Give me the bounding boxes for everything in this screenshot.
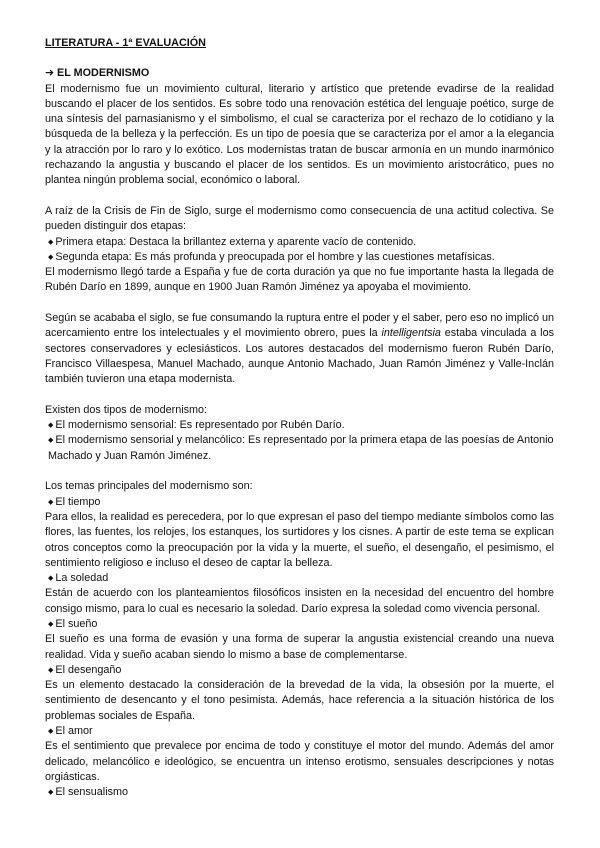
theme-text: El sueño es una forma de evasión y una forma de superar la angustia existencial creando una nueva realidad. Vida y sueño acaban siendo lo mismo a base de complementarse.	[45, 633, 554, 661]
document-title: LITERATURA - 1ª EVALUACIÓN	[45, 37, 206, 49]
bullet-icon: ◆	[48, 437, 54, 445]
theme-text: Para ellos, la realidad es perecedera, por lo que expresan el paso del tiempo mediante símbolos como las flores, las fuentes, los relojes, los estanques, los surtidores y los cisnes. A partir de este tema se explican otros conceptos como la preocupación por la vida y la muerte, el sueño, el desengaño, el pesimismo, el sentimiento religioso e incluso el deseo de captar la belleza.	[45, 510, 554, 569]
theme-title	[45, 617, 554, 632]
theme-title	[45, 571, 554, 586]
bullet-icon: ◆	[48, 789, 54, 797]
paragraph-spain: El modernismo llegó tarde a España y fue de corta duración ya que no fue importante hasta la llegada de Rubén Darío en 1899, aunque en 1900 Juan Ramón Jiménez ya apoyaba el movimiento.	[45, 266, 554, 294]
bullet-icon: ◆	[48, 498, 54, 506]
theme-title-text: El sensualismo	[55, 786, 129, 799]
section-heading-text: EL MODERNISMO	[57, 67, 150, 80]
theme-title	[45, 724, 554, 739]
list-item	[45, 433, 554, 464]
bullet-icon: ◆	[48, 422, 54, 430]
theme-text: Están de acuerdo con los planteamientos filosóficos insisten en la necesidad del encuentro del hombre consigo mismo, para lo cual es necesario la soledad. Darío expresa la soledad como vivencia personal.	[45, 587, 554, 615]
themes-intro: Los temas principales del modernismo son:	[45, 480, 253, 493]
theme-title	[45, 495, 554, 510]
list-item	[45, 235, 554, 250]
bullet-icon: ◆	[48, 728, 54, 736]
theme-title-text: El tiempo	[55, 495, 101, 508]
bullet-icon: ◆	[48, 238, 54, 246]
list-item-text: Primera etapa: Destaca la brillantez externa y aparente vacío de contenido.	[55, 235, 417, 248]
theme-title-text: El amor	[55, 725, 93, 738]
paragraph-authors	[45, 311, 554, 387]
paragraph-origin: A raíz de la Crisis de Fin de Siglo, surge el modernismo como consecuencia de una actitud colectiva. Se pueden distinguir dos etapas:	[45, 204, 554, 233]
list-item-text: El modernismo sensorial y melancólico: Es representado por la primera etapa de las poesías de Antonio Machado y Juan Ramón Jiménez.	[48, 434, 554, 462]
paragraph-authors-text-2: estaba vinculada a los sectores conservadores y eclesiásticos. Los autores destacados del modernismo fueron Rubén Darío, Francisco Villaespesa, Manuel Machado, aunque Antonio Machado, Juan Ramón Jiménez y Valle-Inclán también tuvieron una etapa modernista.	[45, 327, 554, 386]
list-item	[45, 250, 554, 265]
theme-title-text: El desengaño	[55, 663, 122, 676]
bullet-icon: ◆	[48, 253, 54, 261]
bullet-icon: ◆	[48, 666, 54, 674]
theme-title-text: La soledad	[55, 572, 109, 585]
theme-title	[45, 663, 554, 678]
section-heading	[45, 66, 554, 81]
types-intro: Existen dos tipos de modernismo:	[45, 403, 208, 416]
theme-title	[45, 785, 554, 800]
theme-text: Es un elemento destacado la consideración de la brevedad de la vida, la obsesión por la muerte, el sentimiento de desencanto y el tono pesimista. Además, hace referencia a la situación histórica de los problemas sociales de España.	[45, 679, 554, 722]
theme-title-text: El sueño	[55, 617, 98, 630]
arrow-icon: ➜	[45, 67, 55, 80]
bullet-icon: ◆	[48, 620, 54, 628]
paragraph-authors-text-1: Según se acababa el siglo, se fue consumando la ruptura entre el poder y el saber, pero eso no implicó un acercamiento entre los intelectuales y el movimiento obrero, pues la	[45, 312, 554, 340]
paragraph-definition: El modernismo fue un movimiento cultural, literario y artístico que pretende evadirse de la realidad buscando el placer de los sentidos. Es sobre todo una renovación estética del lenguaje poético, surge de una síntesis del parnasianismo y el simbolismo, el cual se caracteriza por el rechazo de lo cotidiano y la búsqueda de la belleza y la perfección. Es un tipo de poesía que se caracteriza por el amor a la elegancia y la atracción por lo raro y lo exótico. Los modernistas tratan de buscar armonía en un mundo inarmónico rechazando la angustia y buscando el placer de los sentidos. Es un movimiento aristocrático, pues no plantea ningún problema social, económico o laboral.	[45, 82, 554, 187]
list-item	[45, 418, 554, 433]
list-item-text: Segunda etapa: Es más profunda y preocupada por el hombre y las cuestiones metafísicas.	[55, 250, 495, 263]
bullet-icon: ◆	[48, 575, 54, 583]
theme-text: Es el sentimiento que prevalece por encima de todo y constituye el motor del mundo. Además del amor delicado, melancólico e ideológico, se encuentra un intenso erotismo, sensuales descripciones y notas orgiásticas.	[45, 740, 554, 783]
italic-term: intelligentsia	[381, 327, 441, 340]
list-item-text: El modernismo sensorial: Es representado por Rubén Darío.	[55, 419, 345, 432]
